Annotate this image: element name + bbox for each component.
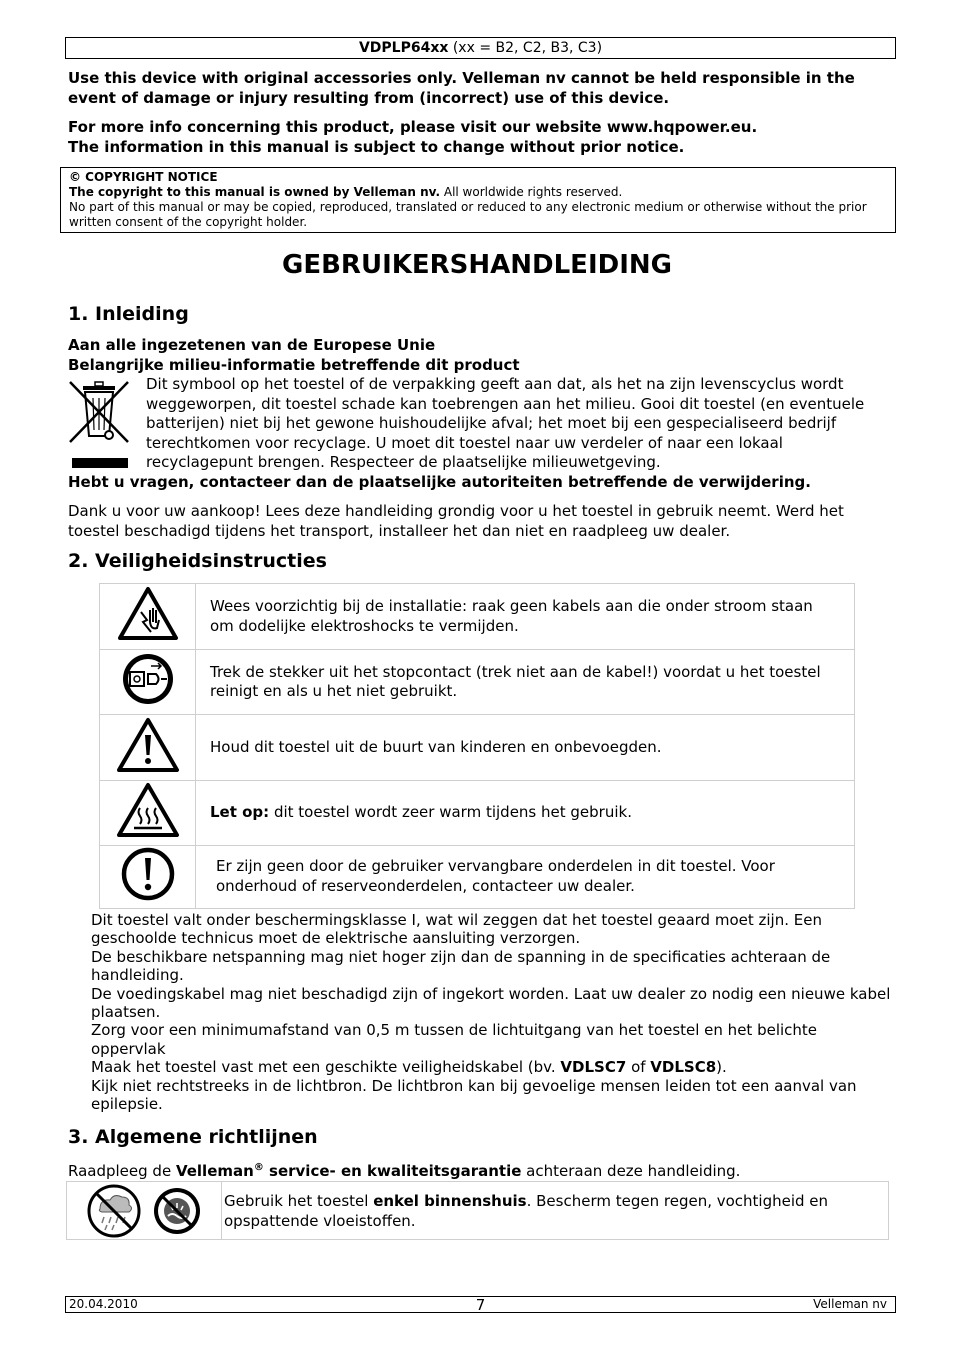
copyright-owner-bold: The copyright to this manual is owned by Velleman nv. xyxy=(69,185,441,199)
safety-row xyxy=(100,846,855,909)
model-variants: (xx = B2, C2, B3, C3) xyxy=(448,40,603,56)
electric-shock-warning-icon xyxy=(100,584,196,650)
safety-cable-text-a: Maak het toestel vast met een geschikte veiligheidskabel (bv. xyxy=(91,1058,561,1077)
safety-cable-model-1: VDLSC7 xyxy=(560,1058,627,1077)
section-heading-veiligheid: 2. Veiligheidsinstructies xyxy=(68,550,327,572)
safety-text: Houd dit toestel uit de buurt van kinderen en onbevoegden. xyxy=(196,715,855,781)
power-cable-text: De voedingskabel mag niet beschadigd zijn of ingekort worden. Laat uw dealer zo nodig een nieuwe kabel plaatsen. xyxy=(91,984,891,1022)
thanks-text: Dank u voor uw aankoop! Lees deze handleiding grondig voor u het toestel in gebruik neemt. Werd het toestel beschadigd tijdens het transport, installeer het dan niet en raadpleeg uw dealer. xyxy=(68,502,844,540)
exclamation-circle-icon xyxy=(100,846,196,909)
eu-residents-heading: Aan alle ingezetenen van de Europese Unie xyxy=(68,336,436,354)
footer-company: Velleman nv xyxy=(813,1297,887,1311)
indoor-text-a: Gebruik het toestel xyxy=(224,1191,374,1210)
indoor-use-text xyxy=(222,1182,889,1240)
website-line: For more info concerning this product, please visit our website www.hqpower.eu. xyxy=(68,118,758,136)
copyright-owner xyxy=(69,185,887,200)
epilepsy-warning-text: Kijk niet rechtstreeks in de lichtbron. De lichtbron kan bij gevoelige mensen leiden tot een aanval van epilepsie. xyxy=(91,1076,857,1114)
unplug-icon xyxy=(100,650,196,715)
page-number: 7 xyxy=(475,1296,486,1314)
page-title: GEBRUIKERSHANDLEIDING xyxy=(282,250,672,280)
safety-cable-text-end: ). xyxy=(716,1058,727,1077)
disposal-contact-text: Hebt u vragen, contacteer dan de plaatselijke autoriteiten betreffende de verwijdering. xyxy=(68,473,811,491)
safety-cable-text xyxy=(91,1058,891,1076)
accessories-notice: Use this device with original accessories only. Velleman nv cannot be held responsible in the event of damage or injury resulting from (incorrect) use of this device. xyxy=(68,69,855,107)
indoor-text-c: . Bescherm tegen regen, vochtigheid en opspattende vloeistoffen. xyxy=(224,1191,829,1230)
warranty-reference-text xyxy=(68,1158,888,1182)
section-heading-richtlijnen: 3. Algemene richtlijnen xyxy=(68,1126,318,1148)
safety-cable-model-2: VDLSC8 xyxy=(650,1058,717,1077)
safety-text: Trek de stekker uit het stopcontact (trek niet aan de kabel!) voordat u het toestel reinigt en als u het niet gebruikt. xyxy=(196,650,855,715)
general-warning-icon xyxy=(100,715,196,781)
safety-row xyxy=(100,584,855,650)
no-water-splash-icon xyxy=(152,1186,202,1236)
registered-mark: ® xyxy=(253,1162,264,1173)
warranty-brand: Velleman xyxy=(175,1162,254,1180)
indoor-only-label: enkel binnenshuis xyxy=(373,1191,527,1210)
safety-text xyxy=(196,781,855,846)
minimum-distance-text: Zorg voor een minimumafstand van 0,5 m tussen de lichtuitgang van het toestel en het belichte oppervlak xyxy=(91,1021,818,1058)
warranty-ref-d: achteraan deze handleiding. xyxy=(521,1162,741,1180)
section-heading-inleiding: 1. Inleiding xyxy=(68,303,189,325)
safety-row xyxy=(100,650,855,715)
no-rain-icon xyxy=(86,1183,142,1239)
safety-text: Wees voorzichtig bij de installatie: raak geen kabels aan die onder stroom staan om dodelijke elektroshocks te vermijden. xyxy=(196,584,855,650)
safety-row xyxy=(100,715,855,781)
safety-instructions-table xyxy=(99,583,855,909)
warranty-ref-a: Raadpleeg de xyxy=(68,1162,176,1180)
website-notice xyxy=(68,118,888,157)
weee-info-text: Dit symbool op het toestel of de verpakking geeft aan dat, als het na zijn levenscyclus wordt weggeworpen, dit toestel schade kan toebrengen aan het milieu. Gooi dit toestel (en eventuele batterijen) niet bij het gewone huishoudelijke afval; het moet bij een gespecialiseerd bedrijf terechtkomen voor recyclage. U moet dit toestel naar uw verdeler of naar een lokaal recyclagepunt brengen. Respecteer de plaatselijke milieuwetgeving. xyxy=(146,375,865,471)
model-number: VDPLP64xx xyxy=(358,40,449,56)
caution-text: dit toestel wordt zeer warm tijdens het gebruik. xyxy=(269,803,632,822)
safety-paragraphs xyxy=(91,911,891,1113)
caution-label: Let op: xyxy=(210,803,270,822)
copyright-owner-rest: All worldwide rights reserved. xyxy=(440,185,623,199)
protection-class-text: Dit toestel valt onder beschermingsklasse I, wat wil zeggen dat het toestel geaard moet zijn. Een geschoolde technicus moet de elektrische aansluiting verzorgen. xyxy=(91,911,822,948)
safety-cable-text-or: of xyxy=(626,1058,651,1077)
change-notice-line: The information in this manual is subject to change without prior notice. xyxy=(68,137,685,156)
indoor-use-icons xyxy=(67,1182,222,1240)
hot-surface-warning-icon xyxy=(100,781,196,846)
copyright-title: © COPYRIGHT NOTICE xyxy=(69,170,218,184)
warranty-title: service- en kwaliteitsgarantie xyxy=(263,1162,522,1180)
page-footer xyxy=(65,1296,896,1313)
document-header xyxy=(65,37,896,59)
footer-date: 20.04.2010 xyxy=(69,1297,138,1311)
guideline-row xyxy=(67,1182,889,1240)
general-guidelines-table xyxy=(66,1181,889,1240)
copyright-body: No part of this manual or may be copied, reproduced, translated or reduced to any electronic medium or otherwise without the prior written consent of the copyright holder. xyxy=(69,200,867,229)
weee-bin-icon xyxy=(68,378,130,470)
mains-voltage-text: De beschikbare netspanning mag niet hoger zijn dan de spanning in de specificaties achteraan de handleiding. xyxy=(91,947,831,985)
safety-text: Er zijn geen door de gebruiker vervangbare onderdelen in dit toestel. Voor onderhoud of reserveonderdelen, contacteer uw dealer. xyxy=(196,846,855,909)
safety-row xyxy=(100,781,855,846)
environment-info-heading: Belangrijke milieu-informatie betreffende dit product xyxy=(68,356,520,374)
copyright-box xyxy=(60,167,896,233)
